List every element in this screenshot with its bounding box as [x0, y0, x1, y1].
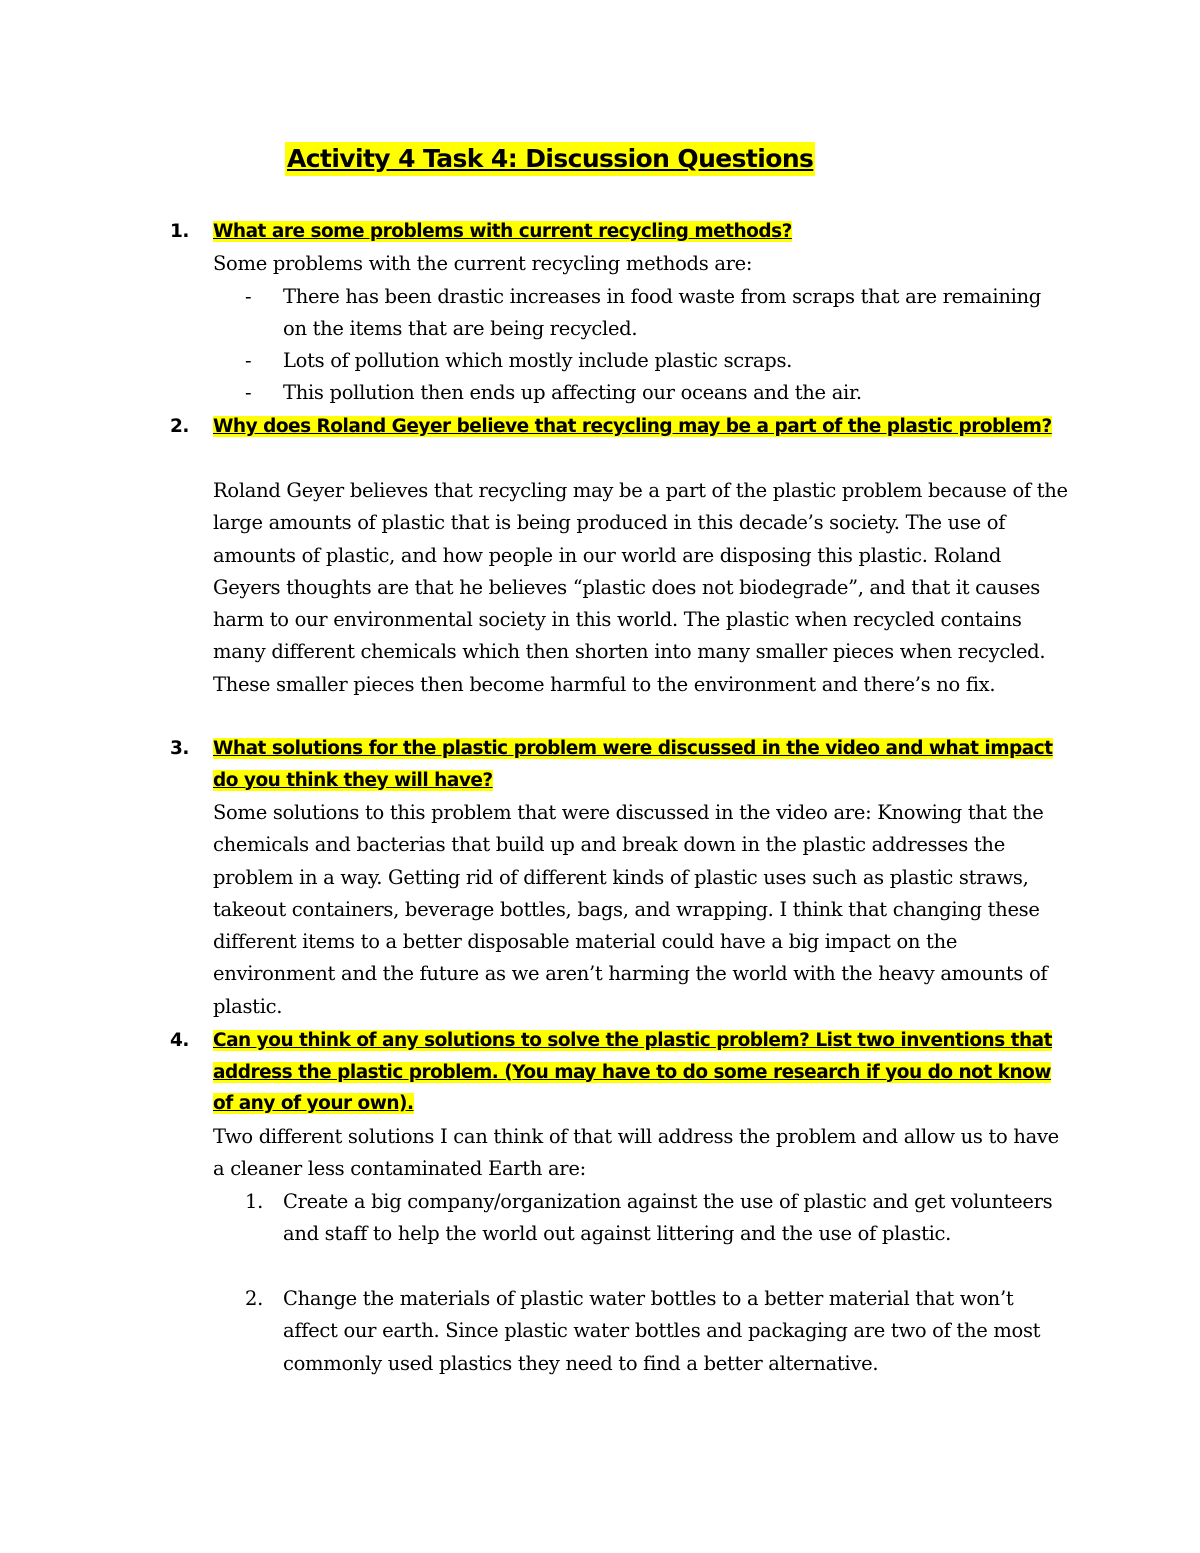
list-item [245, 1283, 1060, 1380]
question-text: What solutions for the plastic problem were discussed in the video and what impact do you think they will have? [213, 738, 1053, 791]
answer-text: Roland Geyer believes that recycling may be a part of the plastic problem because of the large amounts of plastic that is being produced in this decade’s society. The use of amounts of plastic, and how people in our world are disposing this plastic. Roland Geyers thoughts are that he believes “plastic does not biodegrade”, and that it causes harm to our environmental society in this world. The plastic when recycled contains many different chemicals which then shorten into many smaller pieces when recycled. These smaller pieces then become harmful to the environment and there’s no fix. [213, 479, 1068, 696]
answer-text: Some solutions to this problem that were discussed in the video are: Knowing that the chemicals and bacterias that build up and break down in the plastic addresses the problem in a way. Getting rid of different kinds of plastic uses such as plastic straws, takeout containers, beverage bottles, bags, and wrapping. I think that changing these different items to a better disposable material could have a big impact on the environment and the future as we aren’t harming the world with the heavy amounts of plastic. [213, 801, 1048, 1018]
bullet-mark: - [245, 349, 252, 372]
list-number: 2. [245, 1287, 264, 1310]
list-item [245, 1186, 1060, 1251]
bullet-mark: - [245, 381, 252, 404]
list-item [245, 377, 1060, 409]
bullet-text: There has been drastic increases in food waste from scraps that are remaining on the items that are being recycled. [283, 285, 1041, 341]
question-number: 4. [170, 1030, 189, 1051]
list-item [245, 281, 1060, 346]
question-2 [170, 411, 1060, 443]
answer-intro: Some problems with the current recycling methods are: [213, 252, 753, 275]
question-3 [170, 733, 1060, 796]
bullet-text: This pollution then ends up affecting our oceans and the air. [283, 381, 862, 404]
answer-intro: Two different solutions I can think of that will address the problem and allow us to have a cleaner less contaminated Earth are: [213, 1125, 1059, 1181]
question-1 [170, 216, 1060, 248]
question-number: 2. [170, 416, 189, 437]
list-item [245, 345, 1060, 377]
list-number: 1. [245, 1190, 264, 1213]
question-text: What are some problems with current recycling methods? [213, 221, 792, 242]
question-4 [170, 1025, 1060, 1120]
question-text: Why does Roland Geyer believe that recycling may be a part of the plastic problem? [213, 416, 1052, 437]
bullet-mark: - [245, 285, 252, 308]
page-title: Activity 4 Task 4: Discussion Questions [285, 142, 815, 176]
question-number: 1. [170, 221, 189, 242]
question-number: 3. [170, 738, 189, 759]
list-text: Change the materials of plastic water bottles to a better material that won’t affect our earth. Since plastic water bottles and packaging are two of the most commonly used plastics they need to find a better alternative. [283, 1287, 1041, 1375]
list-text: Create a big company/organization against the use of plastic and get volunteers and staff to help the world out against littering and the use of plastic. [283, 1190, 1053, 1246]
question-text: Can you think of any solutions to solve the plastic problem? List two inventions that address the plastic problem. (You may have to do some research if you do not know of any of your own). [213, 1030, 1053, 1114]
bullet-text: Lots of pollution which mostly include plastic scraps. [283, 349, 793, 372]
